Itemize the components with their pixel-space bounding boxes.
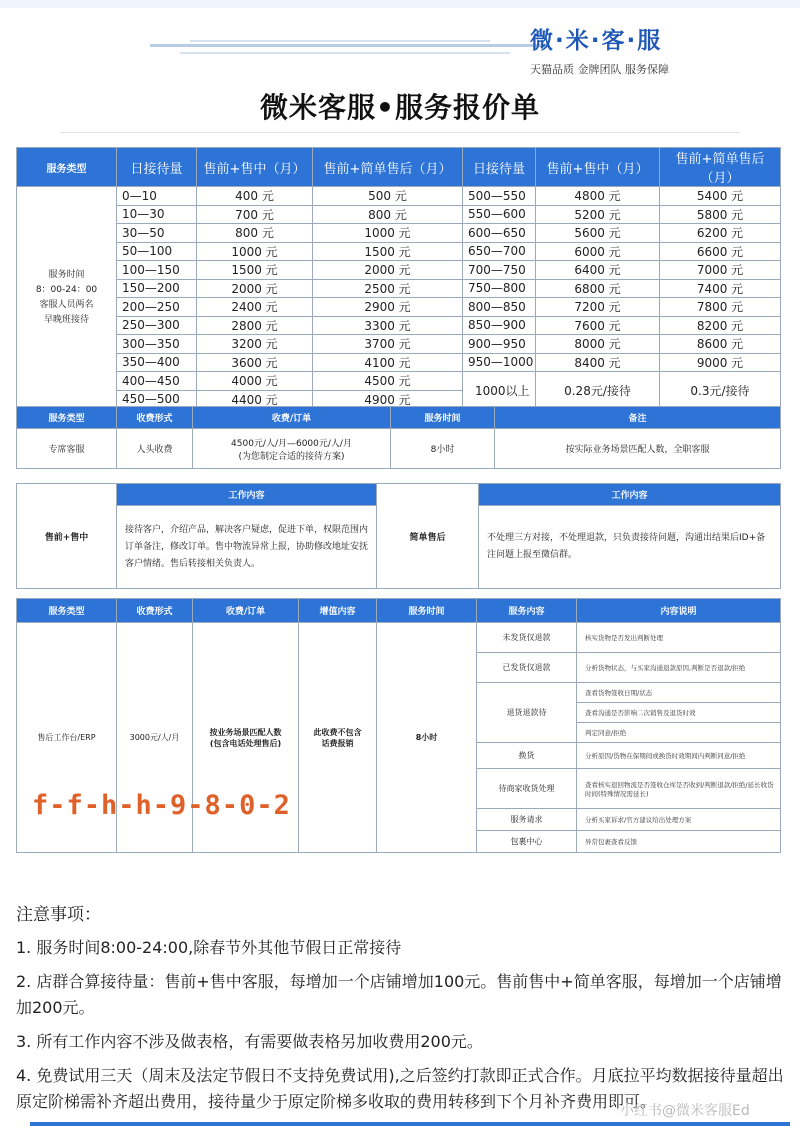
presale-price: 5200 元: [536, 205, 660, 224]
col-header: 收费形式: [117, 407, 193, 429]
work-header: 工作内容: [117, 484, 377, 506]
service-desc: 查看沟通是否影响二次销售及退货时效: [577, 703, 781, 723]
title-divider: [60, 132, 740, 133]
col-header: 服务类型: [17, 148, 117, 187]
pricing-row: [17, 353, 781, 372]
volume-range: 450—500: [117, 390, 197, 409]
pricing-table: [16, 147, 781, 409]
volume-range: 650—700: [463, 242, 536, 261]
presale-price: 1000 元: [197, 242, 313, 261]
exclusive-service-table: [16, 406, 781, 469]
volume-range: 600—650: [463, 224, 536, 243]
work-label-presale: 售前+售中: [17, 484, 117, 589]
presale-price: 7200 元: [536, 298, 660, 317]
pricing-row: [17, 372, 781, 391]
brand-name: 微·米·客·服: [530, 28, 663, 54]
volume-range: 300—350: [117, 335, 197, 354]
work-content-presale: 接待客户，介绍产品，解决客户疑虑，促进下单，权限范围内订单备注，修改订单。售中物流异常上报，协助修改地址安抚客户情绪。售后转接相关负责人。: [117, 506, 377, 589]
aftersale-price: 3300 元: [313, 316, 463, 335]
work-content-table: [16, 483, 781, 589]
decorative-line: [150, 44, 550, 50]
presale-price: 6000 元: [536, 242, 660, 261]
aftersale-price: 8600 元: [660, 335, 781, 354]
col-header: 收费形式: [117, 599, 193, 623]
aftersale-price: 2900 元: [313, 298, 463, 317]
col-header: 售前+简单售后（月）: [660, 148, 781, 187]
aftersale-price: 9000 元: [660, 353, 781, 372]
aftersale-price: 6200 元: [660, 224, 781, 243]
col-header: 增值内容: [299, 599, 377, 623]
aftersale-price: 800 元: [313, 205, 463, 224]
aftersale-price: 4500 元: [313, 372, 463, 391]
decorative-line: [180, 52, 510, 56]
service-item: 包裹中心: [477, 831, 577, 853]
service-time-info: [17, 187, 117, 409]
notes-heading: 注意事项：: [16, 905, 101, 925]
pricing-row: [17, 205, 781, 224]
aftersale-price: 7000 元: [660, 261, 781, 280]
brand-slogan: 天猫品质 金牌团队 服务保障: [530, 63, 669, 76]
volume-range: 200—250: [117, 298, 197, 317]
col-header: 售前+售中（月）: [197, 148, 313, 187]
col-header: 收费/订单: [193, 599, 299, 623]
fee-order-line: 按业务场景匹配人数: [209, 727, 282, 737]
presale-price: 4800 元: [536, 187, 660, 206]
source-watermark: 小红书@微米客服Ed: [620, 1103, 750, 1119]
aftersale-price: 6600 元: [660, 242, 781, 261]
presale-price: 2400 元: [197, 298, 313, 317]
fee-form: 3000元/人/月: [117, 623, 193, 853]
bottom-bar: [30, 1122, 790, 1126]
service-item: 服务请求: [477, 809, 577, 831]
col-header: 售前+售中（月）: [536, 148, 660, 187]
col-header: 内容说明: [577, 599, 781, 623]
volume-range: 150—200: [117, 279, 197, 298]
presale-price: 2800 元: [197, 316, 313, 335]
work-label-aftersale: 简单售后: [377, 484, 479, 589]
aftersale-price: 4900 元: [313, 390, 463, 409]
note-item: 3. 所有工作内容不涉及做表格，有需要做表格另加收费用200元。: [16, 1032, 483, 1051]
service-time: 8小时: [391, 429, 495, 469]
service-desc: 异常包裹查看反馈: [577, 831, 781, 853]
presale-price: 1500 元: [197, 261, 313, 280]
volume-range: 100—150: [117, 261, 197, 280]
service-desc: 核实货物是否发出判断处理: [577, 623, 781, 653]
service-item: 待商家收货处理: [477, 769, 577, 809]
presale-price: 8400 元: [536, 353, 660, 372]
pricing-row: [17, 224, 781, 243]
pricing-row: [17, 187, 781, 206]
service-item: 未发货仅退款: [477, 623, 577, 653]
volume-range: 1000以上: [463, 372, 536, 409]
service-desc: 分析买家诉求/官方建议给出处理方案: [577, 809, 781, 831]
value-added-line: 话费报销: [321, 738, 354, 748]
pricing-row: [17, 335, 781, 354]
service-type: 专席客服: [17, 429, 117, 469]
aftersale-price: 8200 元: [660, 316, 781, 335]
pricing-row: [17, 242, 781, 261]
value-added: [299, 623, 377, 853]
volume-range: 10—30: [117, 205, 197, 224]
col-header: 服务类型: [17, 599, 117, 623]
service-desc: 分析货物状态，与买家沟通退款原因,判断是否退款/拒绝: [577, 653, 781, 683]
pricing-row: [17, 316, 781, 335]
volume-range: 950—1000: [463, 353, 536, 372]
col-header: 服务类型: [17, 407, 117, 429]
volume-range: 700—750: [463, 261, 536, 280]
presale-price: 5600 元: [536, 224, 660, 243]
aftersale-price: 500 元: [313, 187, 463, 206]
work-header: 工作内容: [479, 484, 781, 506]
pricing-row: [17, 279, 781, 298]
service-time-line: 8：00-24：00: [35, 284, 98, 295]
brand-block: [530, 22, 710, 77]
presale-price: 400 元: [197, 187, 313, 206]
presale-price: 7600 元: [536, 316, 660, 335]
volume-range: 850—900: [463, 316, 536, 335]
page-title: 微米客服•服务报价单: [260, 91, 540, 124]
fee-note: (为您制定合适的接待方案): [238, 451, 345, 462]
service-desc: 判定同意/拒绝: [577, 723, 781, 743]
note-item: 1. 服务时间8:00-24:00,除春节外其他节假日正常接待: [16, 938, 402, 957]
after-sales-row: [17, 623, 781, 653]
service-desc: 分析原因/货物在保期间或换货时效期间内判断同意/拒绝: [577, 743, 781, 769]
service-time-line: 客服人员两名: [39, 299, 94, 310]
volume-range: 0—10: [117, 187, 197, 206]
service-desc: 查看货物签收日期/状态: [577, 683, 781, 703]
fee-order-line: (包含电话处理售后): [209, 738, 282, 748]
fee-range: 4500元/人/月—6000元/人/月: [231, 438, 352, 449]
aftersale-price: 5400 元: [660, 187, 781, 206]
service-item: 已发货仅退款: [477, 653, 577, 683]
presale-price: 4000 元: [197, 372, 313, 391]
col-header: 服务时间: [377, 599, 477, 623]
remark: 按实际业务场景匹配人数，全职客服: [495, 429, 781, 469]
pricing-row: [17, 261, 781, 280]
col-header: 服务时间: [391, 407, 495, 429]
volume-range: 50—100: [117, 242, 197, 261]
volume-range: 750—800: [463, 279, 536, 298]
aftersale-price: 4100 元: [313, 353, 463, 372]
volume-range: 800—850: [463, 298, 536, 317]
presale-price: 4400 元: [197, 390, 313, 409]
col-header: 日接待量: [463, 148, 536, 187]
col-header: 售前+简单售后（月）: [313, 148, 463, 187]
note-item: 2. 店群合算接待量：售前+售中客服，每增加一个店铺增加100元。售前售中+简单客服，每增加一个店铺增加200元。: [16, 972, 782, 1017]
aftersale-price: 7800 元: [660, 298, 781, 317]
presale-price: 700 元: [197, 205, 313, 224]
service-time: 8小时: [377, 623, 477, 853]
col-header: 收费/订单: [193, 407, 391, 429]
aftersale-price: 1500 元: [313, 242, 463, 261]
presale-price: 8000 元: [536, 335, 660, 354]
aftersale-price: 7400 元: [660, 279, 781, 298]
volume-range: 30—50: [117, 224, 197, 243]
fee-order: [193, 429, 391, 469]
presale-price: 3200 元: [197, 335, 313, 354]
volume-range: 500—550: [463, 187, 536, 206]
service-item: 退货退款待: [477, 683, 577, 743]
col-header: 服务内容: [477, 599, 577, 623]
watermark-text: f-f-h-h-9-8-0-2: [32, 790, 291, 821]
service-time-line: 早晚班接待: [43, 314, 89, 325]
presale-price: 2000 元: [197, 279, 313, 298]
aftersale-price: 1000 元: [313, 224, 463, 243]
fee-form: 人头收费: [117, 429, 193, 469]
presale-price: 3600 元: [197, 353, 313, 372]
aftersale-price: 3700 元: [313, 335, 463, 354]
col-header: 日接待量: [117, 148, 197, 187]
service-type: 售后工作台/ERP: [17, 623, 117, 853]
presale-price: 0.28元/接待: [536, 372, 660, 409]
service-desc: 查看核实退回物流是否签收仓库是否收到/判断退款/拒绝/延长收货时间(特殊情况需延长): [577, 769, 781, 809]
aftersale-price: 2000 元: [313, 261, 463, 280]
top-stripe: [0, 0, 800, 8]
volume-range: 250—300: [117, 316, 197, 335]
col-header: 备注: [495, 407, 781, 429]
volume-range: 350—400: [117, 353, 197, 372]
presale-price: 6400 元: [536, 261, 660, 280]
note-item: 4. 免费试用三天（周末及法定节假日不支持免费试用),之后签约打款即正式合作。月底拉平均数据接待量超出原定阶梯需补齐超出费用，接待量少于原定阶梯多收取的费用转移到下个月补齐费用即可。: [16, 1066, 784, 1111]
service-item: 换货: [477, 743, 577, 769]
pricing-row: [17, 298, 781, 317]
presale-price: 800 元: [197, 224, 313, 243]
work-content-aftersale: 不处理三方对接，不处理退款，只负责接待问题，沟通出结果后ID+备注问题上报至微信群。: [479, 506, 781, 589]
notes-section: [16, 900, 791, 1123]
volume-range: 400—450: [117, 372, 197, 391]
volume-range: 550—600: [463, 205, 536, 224]
aftersale-price: 2500 元: [313, 279, 463, 298]
aftersale-price: 0.3元/接待: [660, 372, 781, 409]
service-time-line: 服务时间: [48, 269, 85, 280]
volume-range: 900—950: [463, 335, 536, 354]
aftersale-price: 5800 元: [660, 205, 781, 224]
value-added-line: 此收费不包含: [313, 727, 362, 737]
presale-price: 6800 元: [536, 279, 660, 298]
